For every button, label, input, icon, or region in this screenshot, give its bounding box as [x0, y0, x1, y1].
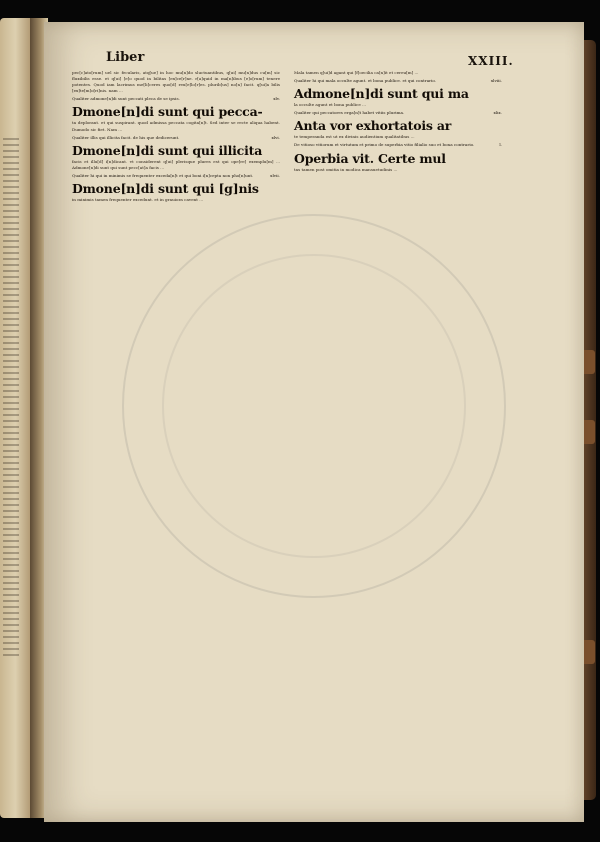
rubric-text: Qualiter illis qui illicita facit. de his que dedicerunt.: [72, 134, 180, 140]
section-heading: Operbia vit. Certe mul: [294, 150, 446, 166]
watermark-ring: [162, 254, 466, 558]
running-head-right: XXIII.: [468, 54, 514, 68]
rubric-text: Qualiter hi qui in minimis se frequenter exceda[n]t et qui boni i[n]cepta non pho[n]unt.: [72, 172, 254, 178]
text-column-left: [72, 70, 280, 203]
rubric-number: xlvii.: [270, 172, 280, 178]
paragraph: Mala tamen q[ui]d agant qui [f]oecilia ca[n]it et cereu[m] ...: [294, 70, 419, 75]
facing-page-text: [3, 138, 19, 658]
paragraph: te temperanda est ut ex divinis audientium qualitatibus ...: [294, 134, 415, 140]
rubric-number: xlvi.: [271, 134, 280, 140]
leather-tab: [583, 640, 595, 664]
rubric: [72, 96, 280, 102]
leather-tab: [583, 350, 595, 374]
rubric-number: xlv.: [273, 96, 280, 102]
paragraph: tas tamen post omitia in modica mansuetudinis ...: [294, 166, 398, 172]
section-heading: Dmone[n]di sunt qui pecca-: [72, 104, 263, 120]
rubric-text: Qualiter qui peccatores erga[n]t habet vitiis plurima.: [294, 110, 405, 116]
paragraph: in minimis tamen frequenter excedunt. et in grauiora cavent ...: [72, 197, 204, 203]
section-heading: Admone[n]di sunt qui ma: [294, 86, 469, 102]
section-heading: Dmone[n]di sunt qui [g]nis: [72, 181, 259, 197]
facing-page-edge: [0, 18, 34, 818]
section-heading: Dmone[n]di sunt qui illicita: [72, 142, 263, 158]
rubric: [294, 142, 502, 148]
section-heading: Anta vor exhortatois ar: [294, 118, 452, 134]
paragraph: pec[c]ato[rum] uel sic fecularis, atq[ue] in hoc mu[n]do sluctuantibus, q[ui] mu[n]dus cu[m] sic fluxibilis esse. et q[ui] [e]o quod in bilitas [ex]ce[r]ne. r[a]quid in ma[n]ibus [e]o[rum] tenere potentes. Quod iam lacrimus me[li]ceres quo[d] reu[e]lo[r]es. plurib[us] no[n] facit. q[ui]a bilis [ex]te[m]o[ri]nis. nam ...: [72, 70, 280, 94]
rubric-number: l.: [499, 142, 502, 148]
rubric: [72, 135, 280, 141]
rubric-text: De vitioso vitiorum et virtutum et primo de superbia vitio filialio suo et bona contrario.: [294, 142, 475, 148]
rubric: [72, 173, 280, 179]
paragraph: facis et illu[d] i[n]dicant. vt considerent q[ui] plerisque plures est qui ope[re] exemplu[m] ... Admone[n]di sunt qui sunt pecc[at]a facis ...: [72, 158, 280, 170]
rubric-text: Qualiter admone[n]di sunt peccati pleca de se ipsis.: [72, 96, 180, 102]
rubric: [294, 78, 502, 84]
leather-tab: [583, 420, 595, 444]
rubric-text: Qualiter hi qui mala occulte agunt. et bona publice. et qui contrario.: [294, 78, 437, 84]
rubric-number: xlviii.: [490, 78, 502, 84]
running-head-left: Liber: [106, 50, 145, 65]
rubric: [294, 110, 502, 116]
paragraph: la occulte agunt et bona publice ...: [294, 102, 366, 108]
paragraph: ta deplorant. et qui suspirant. quod admissa peccata cogita[n]t. Sed inter se recte aliqua habent. Dumodo sic fiet. Nam ...: [72, 120, 280, 132]
text-column-right: [294, 70, 502, 173]
rubric-number: xlix.: [493, 110, 502, 116]
